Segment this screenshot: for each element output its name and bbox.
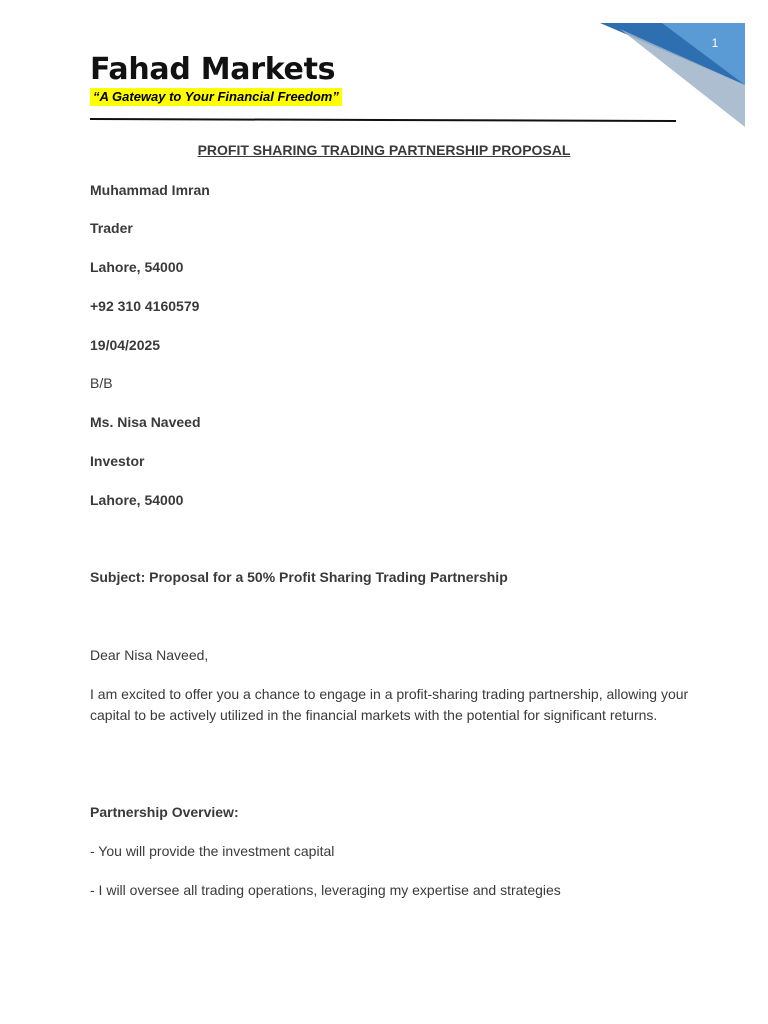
sender-city: Lahore, 54000 xyxy=(90,259,184,275)
recipient-name: Ms. Nisa Naveed xyxy=(90,414,201,430)
salutation: Dear Nisa Naveed, xyxy=(90,647,209,663)
brand-logo: Fahad Markets xyxy=(90,52,336,87)
sender-name: Muhammad Imran xyxy=(90,182,210,198)
document-title: PROFIT SHARING TRADING PARTNERSHIP PROPOSAL xyxy=(197,142,571,158)
sender-phone: +92 310 4160579 xyxy=(90,298,200,314)
page-number: 1 xyxy=(711,36,719,50)
brand-tagline: “A Gateway to Your Financial Freedom” xyxy=(90,88,342,106)
subject-line: Subject: Proposal for a 50% Profit Sharing Trading Partnership xyxy=(90,569,508,585)
overview-heading: Partnership Overview: xyxy=(90,804,239,820)
letter-date: 19/04/2025 xyxy=(90,337,161,353)
bb-label: B/B xyxy=(90,375,113,391)
intro-paragraph: I am excited to offer you a chance to engage in a profit-sharing trading partnership, allowing your capital to be actively utilized in the financial markets with the potential for significant returns. xyxy=(90,686,689,723)
overview-item: - You will provide the investment capital xyxy=(90,843,335,859)
recipient-city: Lahore, 54000 xyxy=(90,492,184,508)
recipient-role: Investor xyxy=(90,453,145,469)
header-divider xyxy=(90,116,680,124)
corner-decoration xyxy=(600,23,745,128)
sender-role: Trader xyxy=(90,220,133,236)
overview-item: - I will oversee all trading operations, leveraging my expertise and strategies xyxy=(90,882,561,898)
